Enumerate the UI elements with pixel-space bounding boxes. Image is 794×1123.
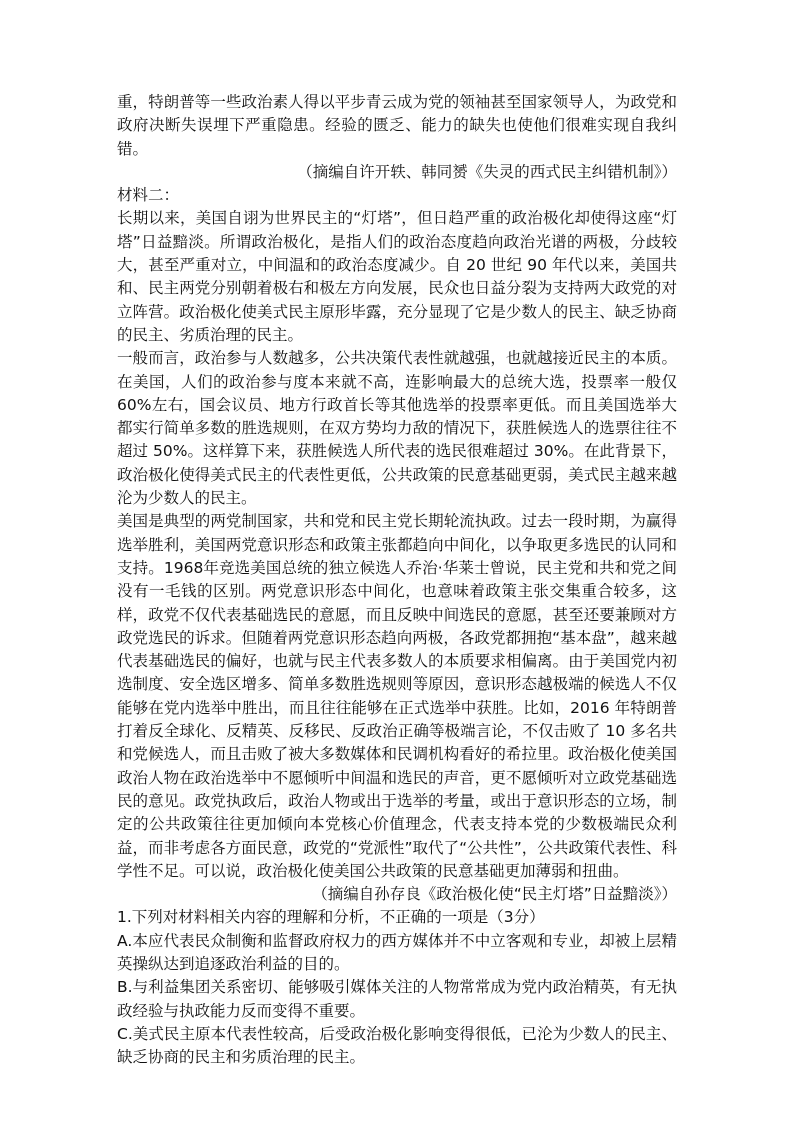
paragraph-two-party: 美国是典型的两党制国家，共和党和民主党长期轮流执政。过去一段时期，为赢得选举胜利，美国两党意识形态和政策主张都趋向中间化，以争取更多选民的认同和支持。1968年竞选美国总统的独立候选人乔治·华莱士曾说，民主党和共和党之间没有一毛钱的区别。两党意识形态中间化，也意味着政策主张交集重合较多，这样，政党不仅代表基础选民的意愿，而且反映中间选民的意愿，甚至还要兼顾对方政党选民的诉求。但随着两党意识形态趋向两极，各政党都拥抱“基本盘”，越来越代表基础选民的偏好，也就与民主代表多数人的本质要求相偏离。由于美国党内初选制度、安全选区增多、简单多数胜选规则等原因，意识形态越极端的候选人不仅能够在党内选举中胜出，而且往往能够在正式选举中获胜。比如，2016 年特朗普打着反全球化、反精英、反移民、反政治正确等极端言论，不仅击败了 10 多名共和党候选人，而且击败了被大多数媒体和民调机构看好的希拉里。政治极化使美国政治人物在政治选举中不愿倾听中间温和选民的声音，更不愿倾听对立政党基础选民的意见。政党执政后，政治人物或出于选举的考量，或出于意识形态的立场，制定的公共政策往往更加倾向本党核心价值理念，代表支持本党的少数极端民众利益，而非考虑各方面民意，政党的“党派性”取代了“公共性”，公共政策代表性、科学性不足。可以说，政治极化使美国公共政策的民意基础更加薄弱和扭曲。 — [117, 512, 677, 880]
source-citation-2: （摘编自孙存良《政治极化使“民主灯塔”日益黯淡》） — [312, 885, 677, 904]
paragraph-continuation: 重，特朗普等一些政治素人得以平步青云成为党的领袖甚至国家领导人，为政党和政府决断失误埋下严重隐患。经验的匮乏、能力的缺失也使他们很难实现自我纠错。 — [117, 93, 677, 158]
question-1: 1.下列对材料相关内容的理解和分析，不正确的一项是（3分） — [117, 908, 545, 927]
option-b: B.与利益集团关系密切、能够吸引媒体关注的人物常常成为党内政治精英，有无执政经验与执政能力反而变得不重要。 — [117, 978, 677, 1020]
option-c: C.美式民主原本代表性较高，后受政治极化影响变得很低，已沦为少数人的民主、缺乏协商的民主和劣质治理的民主。 — [117, 1024, 677, 1067]
material-two-label: 材料二： — [117, 186, 180, 205]
document-page — [117, 91, 677, 1069]
paragraph-polarization-intro: 长期以来，美国自诩为世界民主的“灯塔”，但日趋严重的政治极化却使得这座“灯塔”日益黯淡。所谓政治极化，是指人们的政治态度趋向政治光谱的两极，分歧较大，甚至严重对立，中间温和的政治态度减少。自 20 世纪 90 年代以来，美国共和、民主两党分别朝着极右和极左方向发展，民众也日益分裂为支持两大政党的对立阵营。政治极化使美式民主原形毕露，充分显现了它是少数人的民主、缺乏协商的民主、劣质治理的民主。 — [117, 209, 677, 344]
source-citation-1: （摘编自许开轶、韩同赟《失灵的西式民主纠错机制》） — [297, 162, 677, 181]
paragraph-participation: 一般而言，政治参与人数越多，公共决策代表性就越强，也就越接近民主的本质。在美国，人们的政治参与度本来就不高，连影响最大的总统大选，投票率一般仅 60%左右，国会议员、地方行政首长等其他选举的投票率更低。而且美国选举大都实行简单多数的胜选规则，在双方势均力敌的情况下，获胜候选人的选票往往不超过 50%。这样算下来，获胜候选人所代表的选民很难超过 30%。在此背景下，政治极化使得美式民主的代表性更低，公共政策的民意基础更弱，美式民主越来越沦为少数人的民主。 — [117, 349, 677, 508]
option-a: A.本应代表民众制衡和监督政府权力的西方媒体并不中立客观和专业，却被上层精英操纵达到追逐政治利益的目的。 — [117, 931, 677, 973]
